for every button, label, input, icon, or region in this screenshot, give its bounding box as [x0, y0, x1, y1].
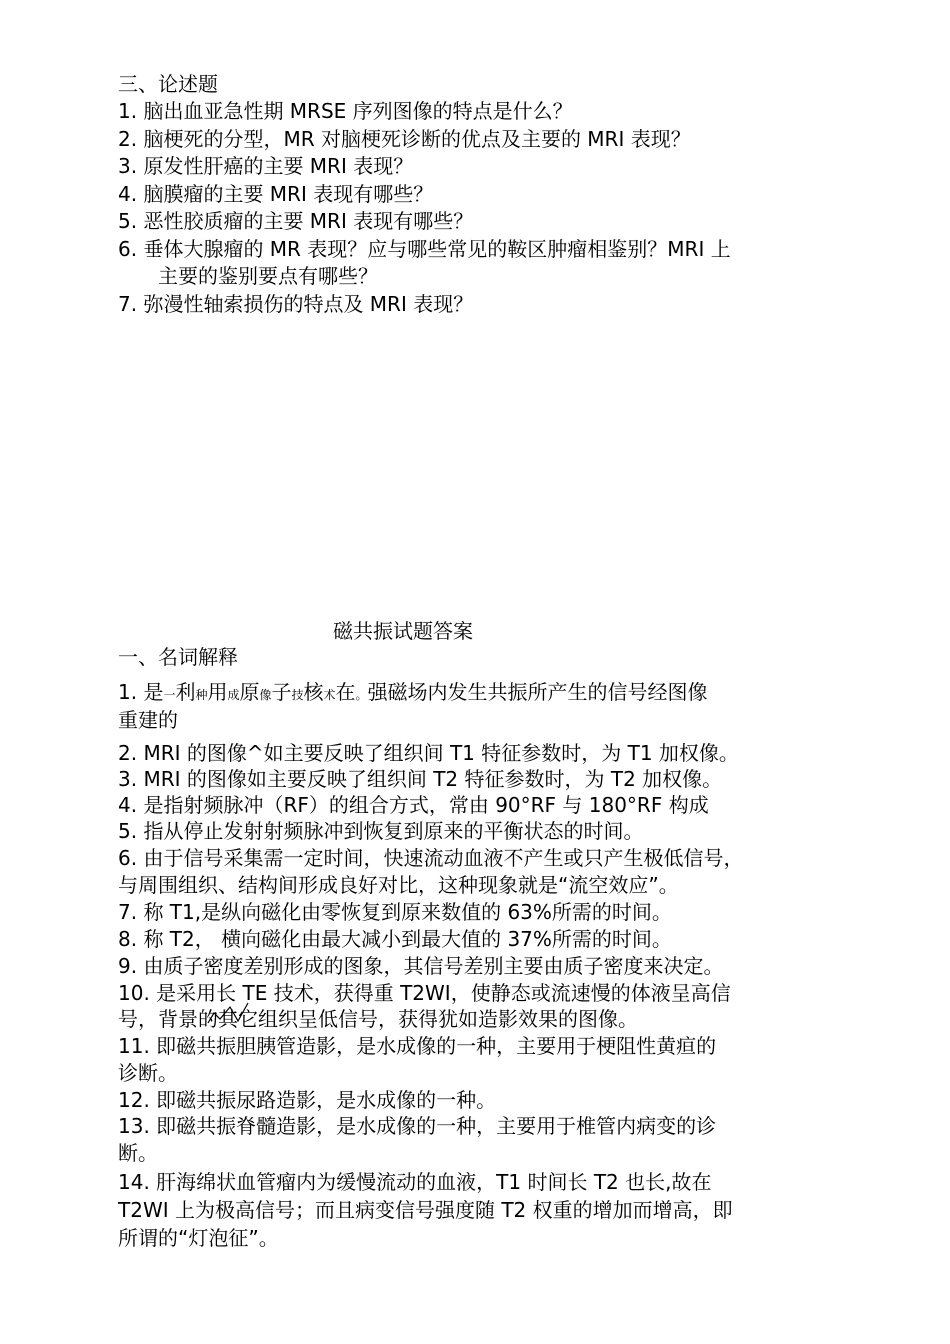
answer-3: 3. MRI 的图像如主要反映了组织间 T2 特征参数时，为 T2 加权像。	[118, 767, 723, 791]
answer-6: 6. 由于信号采集需一定时间，快速流动血液不产生或只产生极低信号，	[118, 846, 744, 870]
answers-heading: 一、名词解释	[118, 645, 238, 669]
answer-7: 7. 称 T1,是纵向磁化由零恢复到原来数值的 63%所需的时间。	[118, 900, 672, 924]
answer-9: 9. 由质子密度差别形成的图象，其信号差别主要由质子密度来决定。	[118, 954, 724, 978]
question-6-continued: 主要的鉴别要点有哪些？	[158, 264, 378, 288]
answer-1-text: 强磁场内发生共振所产生的信号经图像	[367, 680, 708, 704]
answer-2: 2. MRI 的图像^如主要反映了组织间 T1 特征参数时，为 T1 加权像。	[118, 741, 739, 765]
answer-14: 14. 肝海绵状血管瘤内为缓慢流动的血液，T1 时间长 T2 也长,故在	[118, 1170, 712, 1194]
answer-1-small: 。	[355, 688, 368, 702]
answer-1-small: 一	[163, 688, 176, 702]
answer-13: 13. 即磁共振脊髓造影，是水成像的一种，主要用于椎管内病变的诊	[118, 1114, 717, 1138]
question-4: 4. 脑膜瘤的主要 MRI 表现有哪些？	[118, 182, 434, 206]
answer-1-text: 核	[303, 680, 324, 704]
answer-1-text: 原	[239, 680, 260, 704]
answer-12: 12. 即磁共振尿路造影，是水成像的一种。	[118, 1088, 497, 1112]
question-5: 5. 恶性胶质瘤的主要 MRI 表现有哪些？	[118, 209, 474, 233]
answer-1-small: 术	[323, 688, 336, 702]
answer-1-text: 利	[175, 680, 196, 704]
answer-1-text: 子	[271, 680, 292, 704]
question-3: 3. 原发性肝癌的主要 MRI 表现？	[118, 154, 414, 178]
handwritten-tick-mark	[200, 1001, 260, 1031]
answer-13-continued: 断。	[118, 1141, 158, 1165]
answer-1-small: 种	[195, 688, 208, 702]
answer-1-text: 用	[207, 680, 228, 704]
question-1: 1. 脑出血亚急性期 MRSE 序列图像的特点是什么？	[118, 99, 573, 123]
question-7: 7. 弥漫性轴索损伤的特点及 MRI 表现？	[118, 292, 474, 316]
answer-4: 4. 是指射频脉冲（RF）的组合方式，常由 90°RF 与 180°RF 构成	[118, 793, 709, 817]
answer-6-continued: 与周围组织、结构间形成良好对比，这种现象就是“流空效应”。	[118, 873, 679, 897]
answer-11-continued: 诊断。	[118, 1061, 178, 1085]
answer-1	[118, 680, 708, 707]
answer-8: 8. 称 T2， 横向磁化由最大减小到最大值的 37%所需的时间。	[118, 927, 672, 951]
answer-14-continued: T2WI 上为极高信号；而且病变信号强度随 T2 权重的增加而增高，即	[118, 1198, 733, 1222]
answer-1-text: 在	[335, 680, 356, 704]
answer-14-continued-2: 所谓的“灯泡征”。	[118, 1226, 279, 1250]
answer-5: 5. 指从停止发射射频脉冲到恢复到原来的平衡状态的时间。	[118, 819, 644, 843]
answer-11: 11. 即磁共振胆胰管造影，是水成像的一种，主要用于梗阻性黄疸的	[118, 1034, 717, 1058]
answer-10: 10. 是采用长 TE 技术，获得重 T2WI，使静态或流速慢的体液呈高信	[118, 981, 731, 1005]
question-2: 2. 脑梗死的分型，MR 对脑梗死诊断的优点及主要的 MRI 表现？	[118, 127, 691, 151]
question-6: 6. 垂体大腺瘤的 MR 表现？应与哪些常见的鞍区肿瘤相鉴别？MRI 上	[118, 237, 731, 261]
answer-10-continued: 号，背景的其它组织呈低信号，获得犹如造影效果的图像。	[118, 1007, 638, 1031]
essay-heading: 三、论述题	[118, 72, 218, 96]
answers-title: 磁共振试题答案	[333, 619, 473, 643]
answer-1-text: 1. 是	[118, 680, 164, 704]
answer-1-small: 技	[291, 688, 304, 702]
answer-1-small: 像	[259, 688, 272, 702]
answer-1-small: 成	[227, 688, 240, 702]
answer-1-continued: 重建的	[118, 708, 178, 732]
